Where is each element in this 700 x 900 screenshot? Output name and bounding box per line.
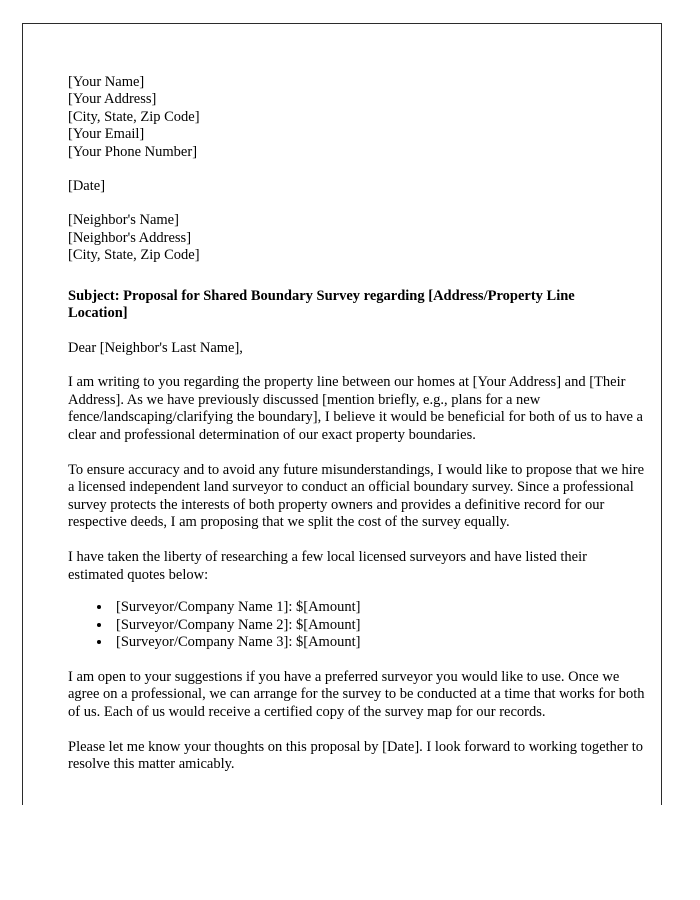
sender-phone: [Your Phone Number] (68, 143, 198, 160)
surveyor-quote-list (68, 599, 646, 652)
sender-street-address: [Your Address] (68, 91, 157, 108)
recipient-address-block (68, 212, 646, 264)
spacer-after-sender (68, 161, 646, 178)
letter-content (68, 74, 646, 774)
letter-date: [Date] (68, 178, 106, 195)
recipient-city-state-zip: [City, State, Zip Code] (68, 247, 200, 264)
subject-line: Subject: Proposal for Shared Boundary Survey regarding [Address/Property Line Location] (68, 287, 575, 322)
list-item: • [Surveyor/Company Name 1]: $[Amount] (112, 599, 646, 617)
sender-email: [Your Email] (68, 126, 145, 143)
list-item: • [Surveyor/Company Name 3]: $[Amount] (112, 634, 646, 652)
spacer-after-date (68, 195, 646, 212)
body-paragraph-2: To ensure accuracy and to avoid any future misunderstandings, I would like to propose that we hire a licensed independent land surveyor to conduct an official boundary survey. Since a professional survey protects the interests of both property owners and provides a definitive record for our respective deeds, I am proposing that we split the cost of the survey equally. (68, 461, 644, 531)
document-page (22, 23, 662, 805)
body-paragraph-4: I am open to your suggestions if you have a preferred surveyor you would like to use. Once we agree on a professional, we can arrange for the survey to be conducted at a time that works for both of us. Each of us would receive a certified copy of the survey map for our records. (68, 668, 645, 721)
body-paragraph-5: Please let me know your thoughts on this proposal by [Date]. I look forward to working together to resolve this matter amicably. (68, 738, 644, 773)
list-item: • [Surveyor/Company Name 2]: $[Amount] (112, 617, 646, 635)
sender-city-state-zip: [City, State, Zip Code] (68, 108, 200, 125)
body-paragraph-3: I have taken the liberty of researching a few local licensed surveyors and have listed their estimated quotes below: (68, 548, 587, 583)
recipient-name: [Neighbor's Name] (68, 212, 179, 229)
body-paragraph-1: I am writing to you regarding the property line between our homes at [Your Address] and [Their Address]. As we have previously discussed [mention briefly, e.g., plans for a new fence/landscaping/clarifying the boundary], I believe it would be beneficial for both of us to have a clear and professional determination of our exact property boundaries. (68, 374, 643, 443)
recipient-street-address: [Neighbor's Address] (68, 229, 192, 246)
sender-name: [Your Name] (68, 74, 145, 90)
sender-address-block (68, 74, 646, 161)
date-block (68, 178, 646, 195)
salutation: Dear [Neighbor's Last Name], (68, 339, 243, 356)
